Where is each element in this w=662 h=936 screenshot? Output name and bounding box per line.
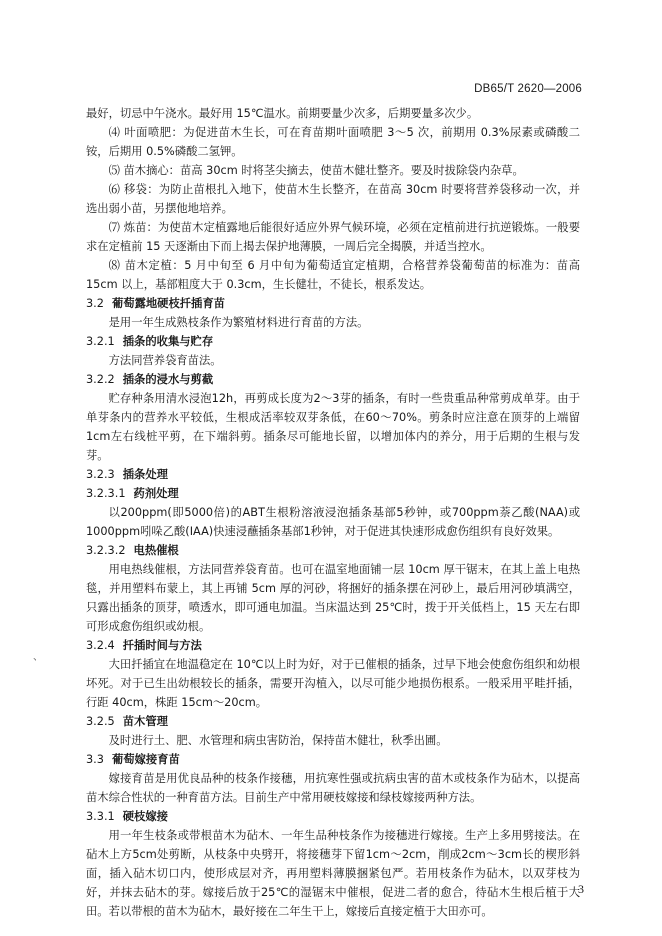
section-heading — [86, 370, 580, 389]
paragraph: 及时进行土、肥、水管理和病虫害防治，保持苗木健壮，秋季出圃。 — [108, 734, 448, 747]
document-body — [86, 104, 580, 921]
standard-number: DB65/T 2620—2006 — [474, 83, 582, 95]
paragraph: ⑹ 移袋：为防止苗根扎入地下，使苗木生长整齐，在苗高 30cm 时要将营养袋移动一次，并选出弱小苗，另摆他地培养。 — [86, 183, 580, 215]
section-title: 葡萄嫁接育苗 — [111, 753, 180, 766]
paragraph: 贮存种条用清水浸泡12h，再剪成长度为2～3芽的插条，有时一些贵重品种常剪成单芽。由于单芽条内的营养水平较低，生根成活率较双芽条低，在60～70%。剪条时应注意在顶芽的上端留1cm左右线桩平剪，在下端斜剪。插条尽可能地长留，以增加体内的养分，用于后期的生根与发芽。 — [86, 392, 580, 462]
section-heading — [86, 484, 580, 503]
section-title: 插条处理 — [122, 468, 168, 481]
section-heading — [86, 332, 580, 351]
paragraph: 以200ppm(即5000倍)的ABT生根粉溶液浸泡插条基部5秒钟，或700ppm萘乙酸(NAA)或1000ppm吲哚乙酸(IAA)快速浸蘸插条基部1秒钟，对于促进其快速形成愈伤组织有良好效果。 — [86, 506, 580, 538]
section-heading — [86, 750, 580, 769]
margin-mark: 、 — [33, 652, 43, 663]
paragraph: ⑷ 叶面喷肥：为促进苗木生长，可在育苗期叶面喷肥 3～5 次，前期用 0.3%尿素或磷酸二铵，后期用 0.5%磷酸二氢钾。 — [86, 126, 580, 158]
paragraph: 最好，切忌中午浇水。最好用 15℃温水。前期要量少次多，后期要量多次少。 — [86, 107, 479, 120]
section-heading — [86, 712, 580, 731]
section-number: 3.2.2 — [86, 373, 115, 386]
section-number: 3.2.3 — [86, 468, 115, 481]
section-title: 硬枝嫁接 — [122, 810, 168, 823]
section-title: 葡萄露地硬枝扦插育苗 — [111, 297, 225, 310]
paragraph: ⑺ 炼苗：为使苗木定植露地后能很好适应外界气候环境，必须在定植前进行抗逆锻炼。一般要求在定植前 15 天逐渐由下而上揭去保护地薄膜，一周后完全揭膜，并适当控水。 — [86, 221, 580, 253]
paragraph: 大田扦插宜在地温稳定在 10℃以上时为好，对于已催根的插条，过早下地会使愈伤组织和幼根坏死。对于已生出幼根较长的插条，需要开沟植入，以尽可能少地损伤根系。一般采用平畦扦插，行距 40cm，株距 15cm～20cm。 — [86, 658, 580, 709]
page-number: 3 — [578, 882, 584, 896]
section-number: 3.2.1 — [86, 335, 115, 348]
paragraph: 是用一年生成熟枝条作为繁殖材料进行育苗的方法。 — [108, 316, 369, 329]
paragraph: 嫁接育苗是用优良品种的枝条作接穗，用抗寒性强或抗病虫害的苗木或枝条作为砧木，以提高苗木综合性状的一种育苗方法。目前生产中常用硬枝嫁接和绿枝嫁接两种方法。 — [86, 772, 580, 804]
paragraph: 用一年生枝条或带根苗木为砧木、一年生品种枝条作为接穗进行嫁接。生产上多用劈接法。在砧木上方5cm处剪断，从枝条中央劈开，将接穗芽下留1cm～2cm，削成2cm～3cm长的楔形斜面，插入砧木切口内，使形成层对齐，再用塑料薄膜捆紧包严。若用枝条作为砧木，以双芽枝为好，并抹去砧木的芽。嫁接后放于25℃的湿锯末中催根，促进二者的愈合，待砧木生根后植于大田。若以带根的苗木为砧木，最好接在二年生干上，嫁接后直接定植于大田亦可。 — [86, 829, 580, 918]
paragraph: 用电热线催根，方法同营养袋育苗。也可在温室地面铺一层 10cm 厚干锯末，在其上盖上电热毯，并用塑料布蒙上，其上再铺 5cm 厚的河砂，将捆好的插条摆在河砂上，最后用河砂填满空，只露出插条的顶芽，喷透水，即可通电加温。当床温达到 25℃时，拨于开关低档上，15 天左右即可形成愈伤组织或幼根。 — [86, 563, 580, 633]
section-title: 扦插时间与方法 — [122, 639, 202, 652]
section-title: 药剂处理 — [133, 487, 179, 500]
paragraph: ⑻ 苗木定植：5 月中旬至 6 月中旬为葡萄适宜定植期，合格营养袋葡萄苗的标准为：苗高 15cm 以上，基部粗度大于 0.3cm，生长健壮，不徒长，根系发达。 — [86, 259, 580, 291]
paragraph: 方法同营养袋育苗法。 — [108, 354, 222, 367]
section-number: 3.2.4 — [86, 639, 115, 652]
section-number: 3.2 — [86, 297, 104, 310]
section-number: 3.2.3.2 — [86, 544, 126, 557]
section-title: 苗木管理 — [122, 715, 168, 728]
section-heading — [86, 541, 580, 560]
section-heading — [86, 636, 580, 655]
paragraph: ⑸ 苗木摘心：苗高 30cm 时将茎尖摘去，使苗木健壮整齐。要及时拔除袋内杂草。 — [108, 164, 524, 177]
section-heading — [86, 294, 580, 313]
section-title: 插条的收集与贮存 — [122, 335, 214, 348]
section-number: 3.3 — [86, 753, 104, 766]
section-heading — [86, 807, 580, 826]
section-title: 电热催根 — [133, 544, 179, 557]
section-heading — [86, 465, 580, 484]
section-number: 3.2.5 — [86, 715, 115, 728]
section-number: 3.3.1 — [86, 810, 115, 823]
section-title: 插条的浸水与剪截 — [122, 373, 214, 386]
section-number: 3.2.3.1 — [86, 487, 126, 500]
